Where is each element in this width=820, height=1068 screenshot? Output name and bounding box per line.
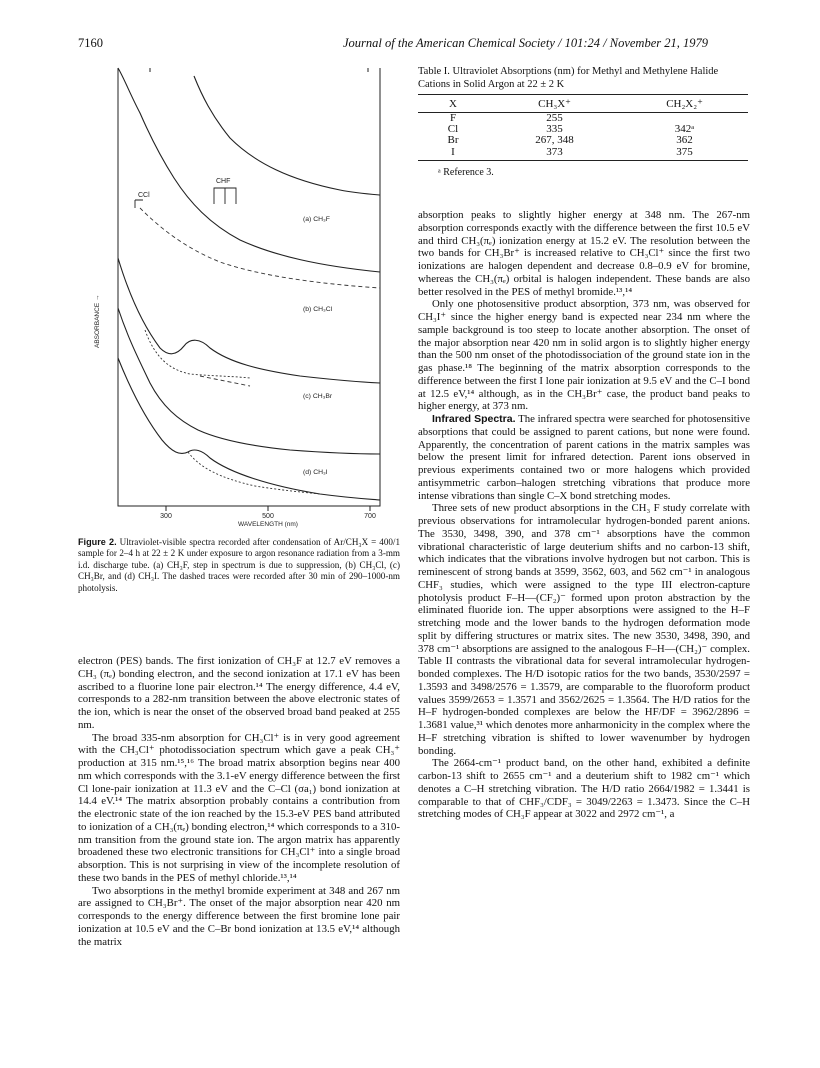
x-tick-label-300: 300 xyxy=(160,513,172,520)
y-axis-label: ABSORBANCE → xyxy=(94,294,101,348)
paragraph-text: The infrared spectra were searched for photosensitive absorptions that could be assigned to parent cations, but none were found. Apparently, the concentration of parent cations in the matrix samples was below the present limit for infrared detection. Parent ions observed in previous experiments contained two or more halogens which provided antisymmetric carbon–halogen stretching vibrations that produce more intense vibrations than single C–X bond stretching modes. xyxy=(418,413,750,502)
trace-label-c: (c) CH₃Br xyxy=(303,393,333,400)
running-header xyxy=(78,36,768,52)
paragraph xyxy=(418,413,750,502)
trace-b-dashed xyxy=(145,330,250,378)
ccl-marker xyxy=(135,200,143,208)
trace-d-dashed xyxy=(188,452,320,494)
table-footnote: ᵃ Reference 3. xyxy=(438,166,494,178)
x-tick-label-700: 700 xyxy=(364,513,376,520)
figure-caption-label: Figure 2. xyxy=(78,537,117,547)
trace-b-ch3cl xyxy=(118,258,380,383)
annotation-ccl: CCl xyxy=(138,192,150,199)
spectra-plot xyxy=(90,58,410,538)
table-row xyxy=(418,147,748,161)
right-column-text xyxy=(418,209,750,821)
table-caption-text: Ultraviolet Absorptions (nm) for Methyl and Methylene Halide Cations in Solid Argon at 22 ± 2 K xyxy=(418,66,719,90)
x-tick-label-500: 500 xyxy=(262,513,274,520)
section-heading-infrared: Infrared Spectra. xyxy=(432,413,516,425)
cell-halogen: Br xyxy=(447,134,459,147)
x-axis-label: WAVELENGTH (nm) xyxy=(238,521,298,528)
figure-caption-text: Ultraviolet-visible spectra recorded after condensation of Ar/CH₃X = 400/1 sample for 2–4 h at 22 ± 2 K under exposure to argon resonance radiation from a 3-mm i.d. discharge tube. (a) CH₃F, step in spectrum is due to suppression, (b) CH₃Cl, (c) CH₃Br, and (d) CH₃I. The dashed traces were recorded after 30 min of 290–1000-nm photolysis. xyxy=(78,537,400,593)
trace-c-dashed xyxy=(200,376,250,386)
cell-ch3x: 373 xyxy=(488,147,621,161)
cell-ch2x2: 342ᵃ xyxy=(674,123,695,136)
trace-label-b: (b) CH₃Cl xyxy=(303,306,333,313)
table-row xyxy=(418,124,748,135)
table-row xyxy=(418,135,748,146)
cell-halogen: Cl xyxy=(447,123,459,136)
journal-citation: Journal of the American Chemical Society / 101:24 / November 21, 1979 xyxy=(343,36,708,50)
absorption-table xyxy=(418,94,748,161)
table-label: Table I. xyxy=(418,66,450,77)
header-ch2x2: CH₂X₂⁺ xyxy=(621,95,748,113)
left-column-text xyxy=(78,655,400,948)
paragraph: absorption peaks to slightly higher energy at 348 nm. The 267-nm absorption corresponds exactly with the difference between the first 10.5 eV and third CH₃(πₑ) ionization energy at 15.2 eV. The resolution between the two bands for CH₃Br⁺ is increased relative to CH₃Cl⁺ since the first two ionizations are halogen dependent and decrease 0.8–0.9 eV for bromine, whereas the CH₃(πₑ) orbital is halogen independent. These bands are also better resolved in the PES of methyl bromide.¹³,¹⁴ xyxy=(418,209,750,298)
figure-2-spectra xyxy=(90,58,410,538)
table-caption xyxy=(418,66,748,91)
trace-c-ch3br xyxy=(118,308,380,454)
paragraph: electron (PES) bands. The first ionization of CH₃F at 12.7 eV removes a CH₃ (πₑ) bonding electron, and the second ionization at 17.1 eV has been ascribed to a fluorine lone pair electron.¹⁴ The energy difference, 4.4 eV, corresponds to a 282-nm transition between the above electronic states of the ion, which is near the onset of the observed broad band peaked at 255 nm. xyxy=(78,655,400,731)
paragraph: The broad 335-nm absorption for CH₃Cl⁺ is in very good agreement with the CH₃Cl⁺ photodissociation spectrum which gave a peak CH₃⁺ production at 315 nm.¹⁵,¹⁶ The broad matrix absorption begins near 400 nm which corresponds with the 3.1-eV energy difference between the first Cl lone-pair ionization at 11.3 eV and the C–Cl (σa₁) bond ionization at 14.4 eV.¹⁴ The matrix absorption probably contains a contribution from the electronic state of the ion reached by the 15.3-eV PES band attributed to ionization of a CH₃(πₑ) bonding electron,¹⁴ which corresponds to a 310-nm transition from the ground state ion. The argon matrix has apparently broadened these two electronic transitions for CH₃Cl⁺ into a single broad absorption. This is not surprising in view of the incomplete resolution of these two bands in the PES of methyl chloride.¹³,¹⁴ xyxy=(78,731,400,884)
trace-a-ch3f xyxy=(118,68,380,272)
paragraph: Two absorptions in the methyl bromide experiment at 348 and 267 nm are assigned to CH₃Br⁺. The onset of the major absorption near 420 nm corresponds to the energy difference between the first bromine lone pair ionization at 10.5 eV and the C–Br bond ionization at 13.5 eV,¹⁴ although the matrix xyxy=(78,884,400,948)
trace-label-a: (a) CH₃F xyxy=(303,216,330,223)
chf-marker xyxy=(214,188,236,204)
header-x: X xyxy=(418,95,488,113)
cell-ch2x2: 375 xyxy=(621,147,748,161)
cell-ch3x: 335 xyxy=(546,123,563,136)
page-number: 7160 xyxy=(78,36,103,50)
table-row xyxy=(418,113,748,125)
figure-caption xyxy=(78,537,400,594)
cell-ch3x: 255 xyxy=(546,112,563,124)
cell-ch3x: 267, 348 xyxy=(535,134,574,147)
paragraph: The 2664-cm⁻¹ product band, on the other hand, exhibited a definite carbon-13 shift to 2655 cm⁻¹ and a deuterium shift to 1982 cm⁻¹ which denotes a C–H stretching vibration. The H/D ratio 2664/1982 = 1.3441 is comparable to that of CHF₃/CDF₃ = 3049/2263 = 1.3473. Since the C–H stretching modes of CH₃F appear at 3022 and 2972 cm⁻¹, a xyxy=(418,757,750,821)
header-ch3x: CH₃X⁺ xyxy=(488,95,621,113)
cell-halogen: I xyxy=(418,147,488,161)
annotation-chf: CHF xyxy=(216,178,231,185)
trace-d-ch3i xyxy=(118,358,380,500)
cell-ch2x2: 362 xyxy=(676,134,693,147)
trace-label-d: (d) CH₃I xyxy=(303,469,328,476)
cell-halogen: F xyxy=(449,112,457,124)
paragraph: Only one photosensitive product absorption, 373 nm, was observed for CH₃I⁺ since the higher energy band is expected near 234 nm where the sample background is too steep to locate another absorption. The onset of the major absorption near 420 nm in solid argon is to slightly higher energy than the 500 nm onset of the photodissociation of the ground state ion in the gas phase.¹⁸ The beginning of the matrix absorption corresponds to the difference between the first I lone pair ionization at 9.5 eV and the C–I bond at 12.5 eV,¹⁴ although, as in the CH₃Br⁺ case, the product band peaks to higher energy, at 373 nm. xyxy=(418,298,750,413)
paragraph: Three sets of new product absorptions in the CH₃ F study correlate with previous observations for intramolecular hydrogen-bonded parent anions. The 3530, 3498, 390, and 378 cm⁻¹ absorptions have the common vibrational characteristic of large deuterium shifts and no carbon-13 shift, which indicates that the vibrations involve hydrogen but not carbon. This is reminescent of strong bands at 3599, 3562, 603, and 562 cm⁻¹ in analogous CHF₃ studies, which were assigned to the type III electron-capture photolysis product F–H—(CF₂)⁻ formed upon proton abstraction by the eliminated fluoride ion. The upper absorptions were assigned to the H–F stretching mode and the lower bands to the hydrogen deformation mode split by differing structures or matrix sites. The new 3530, 3498, 390, and 378 cm⁻¹ absorptions are assigned to the analogous F–H—(CH₂)⁻ complex. Table II contrasts the vibrational data for several intramolecular hydrogen-bonded complexes. The H/D isotopic ratios for the two bands, 3530/2597 = 1.3593 and 3498/2576 = 1.3579, are comparable to the fluoroform product values 3599/2653 = 1.3571 and 3562/2625 = 1.3564. The H/D ratios for the H–F hydrogen-bonded complexes are below the HF/DF = 3962/2896 = 1.3681 value,³¹ which denotes more anharmonicity in the complex where the H–F stretching vibration is shifted to lower wavenumber by hydrogen bonding. xyxy=(418,502,750,757)
table-1 xyxy=(418,66,748,178)
plot-frame xyxy=(118,68,380,506)
table-header-row xyxy=(418,95,748,113)
